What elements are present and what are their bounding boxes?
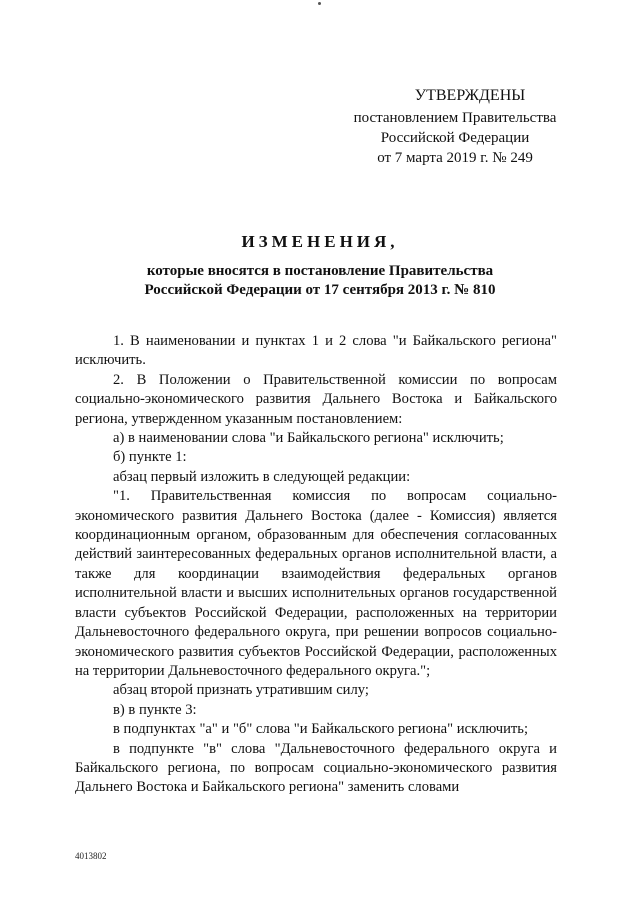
paragraph-7: абзац второй признать утратившим силу;: [113, 682, 369, 699]
document-title: ИЗМЕНЕНИЯ,: [241, 232, 399, 251]
paragraph-3: а) в наименовании слова "и Байкальского региона" исключить;: [113, 430, 504, 447]
approval-line-2: Российской Федерации: [380, 130, 530, 146]
paragraph-8: в) в пункте 3:: [113, 701, 197, 718]
paragraph-6: "1. Правительственная комиссия по вопросам социально-экономического развития Дальнего Востока (далее - Комиссия) является координационным органом, образованным для обеспечения согласованных действий заинтересованных федеральных органов исполнительной власти, а также для координации взаимодействия федеральных органов исполнительной власти и высших исполнительных органов государственной власти субъектов Российской Федерации, расположенных на территории Дальневосточного федерального округа, при решении вопросов социально-экономического развития субъектов Российской Федерации, расположенных на территории Дальневосточного федерального округа.";: [75, 488, 557, 679]
document-code: 4013802: [75, 851, 107, 861]
approval-stamp: [340, 86, 570, 168]
approval-title: УТВЕРЖДЕНЫ: [414, 87, 526, 104]
document-body: [75, 332, 557, 798]
paragraph-1: 1. В наименовании и пунктах 1 и 2 слова "и Байкальского региона" исключить.: [75, 333, 557, 369]
paragraph-2: 2. В Положении о Правительственной комиссии по вопросам социально-экономического развития Дальнего Востока и Байкальского региона, утвержденном указанным постановлением:: [75, 371, 557, 427]
document-subtitle: [60, 262, 580, 300]
approval-line-1: постановлением Правительства: [353, 110, 557, 126]
paragraph-5: абзац первый изложить в следующей редакции:: [113, 468, 411, 485]
approval-line-3: от 7 марта 2019 г. № 249: [377, 150, 533, 166]
document-subtitle-line-1: которые вносятся в постановление Правительства: [146, 263, 494, 279]
paragraph-10: в подпункте "в" слова "Дальневосточного федерального округа и Байкальского региона, по вопросам социально-экономического развития Дальнего Востока и Байкальского региона" заменить словами: [75, 740, 557, 796]
paragraph-4: б) пункте 1:: [113, 449, 187, 466]
page-mark: [318, 2, 321, 5]
document-heading: [60, 232, 580, 300]
document-subtitle-line-2: Российской Федерации от 17 сентября 2013 г. № 810: [144, 282, 496, 298]
paragraph-9: в подпунктах "а" и "б" слова "и Байкальского региона" исключить;: [113, 721, 529, 738]
